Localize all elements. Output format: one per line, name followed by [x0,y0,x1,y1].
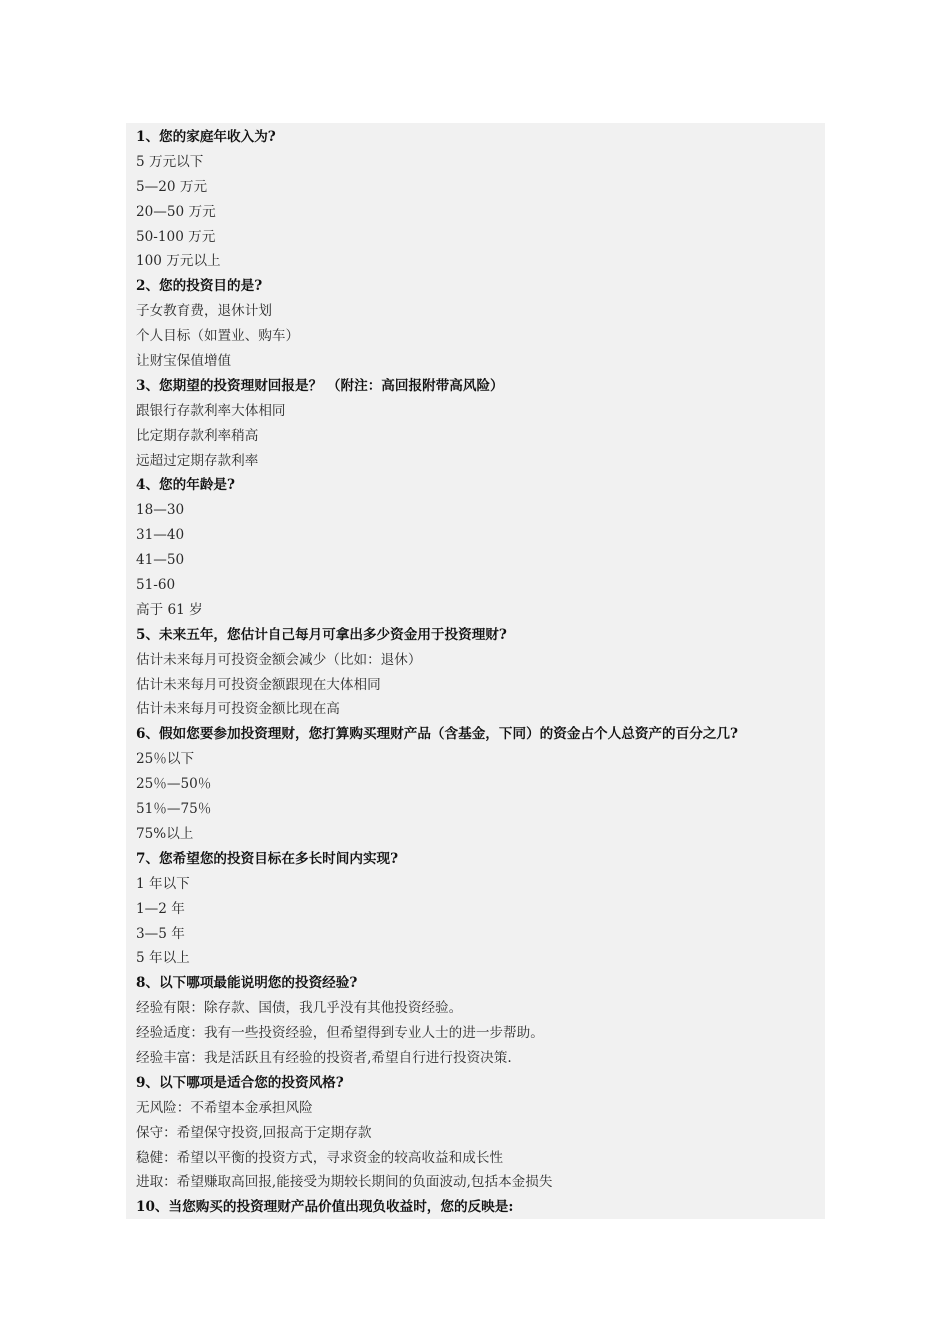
question-7-option-1: 1 年以下 [136,875,190,892]
question-1-option-1: 5 万元以下 [136,153,204,170]
question-8-option-1: 经验有限：除存款、国债，我几乎没有其他投资经验。 [136,1000,463,1017]
question-4-option-1: 18—30 [136,502,185,519]
question-4-option-2: 31—40 [136,527,185,544]
question-9-option-2: 保守：希望保守投资,回报高于定期存款 [136,1124,372,1141]
question-3-option-1: 跟银行存款利率大体相同 [136,402,286,419]
question-3-option-3: 远超过定期存款利率 [136,452,259,469]
question-1-option-5: 100 万元以上 [136,253,221,270]
question-2-option-3: 让财宝保值增值 [136,353,232,370]
question-title-10: 10、当您购买的投资理财产品价值出现负收益时，您的反映是: [136,1199,514,1216]
question-7-option-3: 3—5 年 [136,925,185,942]
question-title-5: 5、未来五年，您估计自己每月可拿出多少资金用于投资理财? [136,626,507,643]
question-2-option-2: 个人目标（如置业、购车） [136,328,300,345]
question-6-option-3: 51％—75％ [136,801,212,818]
questionnaire-content [126,123,825,1219]
question-list [136,125,825,1220]
question-7-option-4: 5 年以上 [136,950,190,967]
question-4-option-4: 51-60 [136,577,176,594]
question-title-6: 6、假如您要参加投资理财，您打算购买理财产品（含基金，下同）的资金占个人总资产的百分之几? [136,726,738,743]
question-title-7: 7、您希望您的投资目标在多长时间内实现? [136,850,399,867]
question-9-option-4: 进取：希望赚取高回报,能接受为期较长期间的负面波动,包括本金损失 [136,1174,553,1191]
question-6-option-2: 25％—50％ [136,776,212,793]
question-8-option-3: 经验丰富：我是活跃且有经验的投资者,希望自行进行投资决策. [136,1049,512,1066]
question-9-option-3: 稳健：希望以平衡的投资方式，寻求资金的较高收益和成长性 [136,1149,504,1166]
question-7-option-2: 1—2 年 [136,900,185,917]
question-title-8: 8、以下哪项最能说明您的投资经验? [136,975,358,992]
question-6-option-4: 75%以上 [136,825,194,842]
question-title-1: 1、您的家庭年收入为? [136,129,276,145]
question-1-option-2: 5—20 万元 [136,178,208,195]
question-title-2: 2、您的投资目的是? [136,278,263,295]
question-6-option-1: 25％以下 [136,751,195,768]
question-5-option-1: 估计未来每月可投资金额会减少（比如：退休） [136,651,422,668]
question-5-option-2: 估计未来每月可投资金额跟现在大体相同 [136,676,381,693]
question-5-option-3: 估计未来每月可投资金额比现在高 [136,701,340,718]
question-4-option-5: 高于 61 岁 [136,601,203,618]
question-title-3: 3、您期望的投资理财回报是？ （附注：高回报附带高风险） [136,377,504,394]
question-9-option-1: 无风险：不希望本金承担风险 [136,1099,313,1116]
question-1-option-3: 20—50 万元 [136,203,216,220]
question-2-option-1: 子女教育费，退休计划 [136,303,272,320]
question-3-option-2: 比定期存款利率稍高 [136,427,259,444]
question-4-option-3: 41—50 [136,552,185,569]
question-title-9: 9、以下哪项是适合您的投资风格? [136,1074,344,1091]
question-1-option-4: 50-100 万元 [136,228,216,245]
question-title-4: 4、您的年龄是? [136,477,235,494]
question-8-option-2: 经验适度：我有一些投资经验，但希望得到专业人士的进一步帮助。 [136,1025,544,1042]
